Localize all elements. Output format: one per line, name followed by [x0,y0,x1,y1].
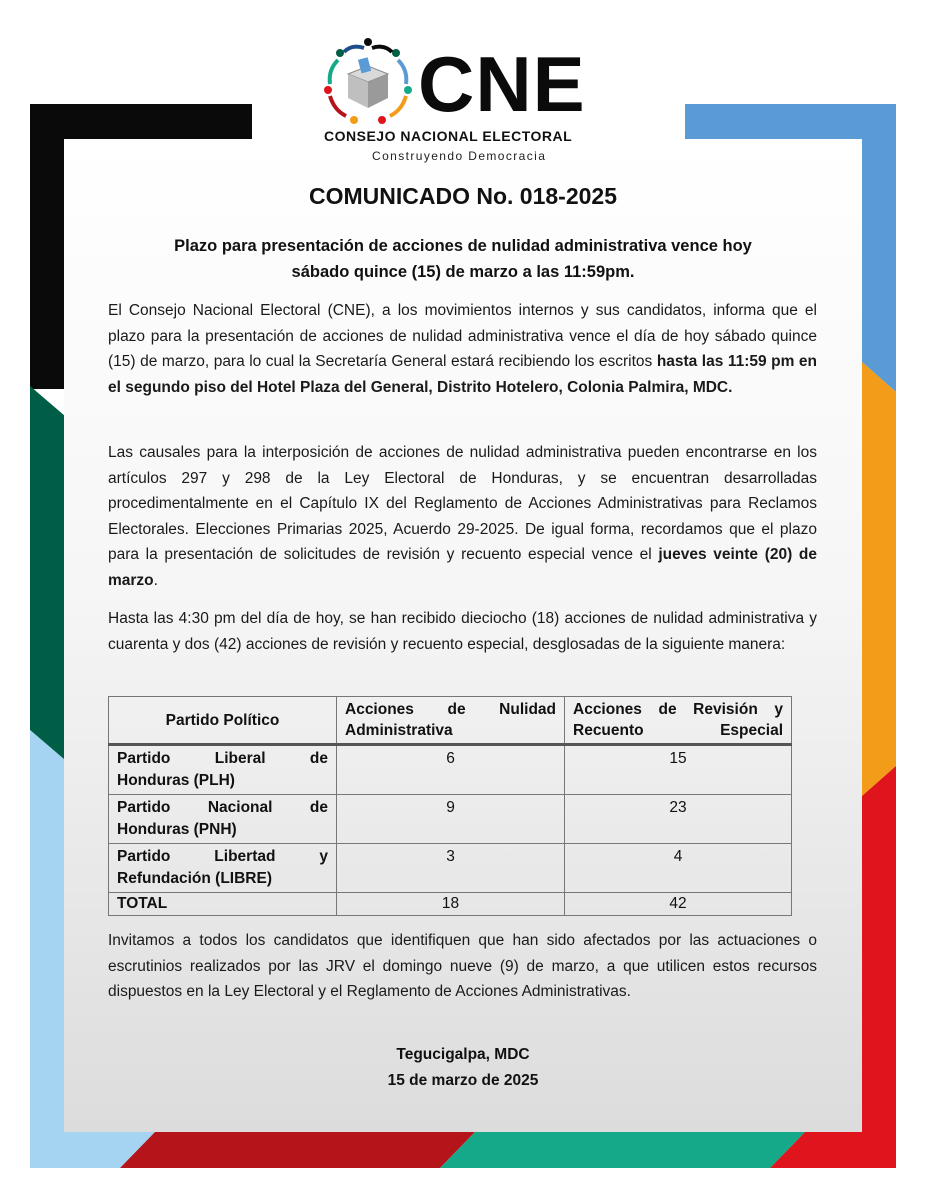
row-party-line-1: Partido Liberal de [117,750,328,767]
frame-bottom-teal [440,1132,805,1168]
row-party [109,795,337,844]
table-total-row [109,893,792,916]
closing-date: 15 de marzo de 2025 [387,1072,539,1089]
paragraph-causes-text: Las causales para la interposición de acciones de nulidad administrativa pueden encontrarse en los artículos 297 y 298 de la Ley Electoral de Honduras, y se encuentran desarrolladas procedimentalmente en el Capítulo IX del Reglamento de Acciones Administrativas para Reclamos Electorales. Elecciones Primarias 2025, Acuerdo 29-2025. De igual forma, recordamos que el plazo para la presentación de solicitudes de revisión y recuento especial vence el [108,444,817,563]
header-review: Acciones de Revisión y Recuento Especial [565,697,792,745]
header-nullity: Acciones de Nulidad Administrativa [337,697,565,745]
row-party-line-2: Refundación (LIBRE) [117,870,272,887]
logo-brand-text: CNE [418,40,586,128]
total-label: TOTAL [109,893,337,916]
logo-organization: CONSEJO NACIONAL ELECTORAL [324,128,573,144]
actions-table [108,696,792,916]
table-row [109,795,792,844]
frame-red-band [862,766,896,1168]
header-party: Partido Político [109,697,337,745]
row-review: 15 [565,745,792,795]
row-nullity: 9 [337,795,565,844]
frame-green-band [30,386,65,760]
row-party-line-1: Partido Libertad y [117,848,328,865]
ballot-box-icon [322,36,414,128]
table-row [109,844,792,893]
communique-subtitle [110,233,816,285]
total-review: 42 [565,893,792,916]
frame-lightblue-band [30,730,65,1168]
closing-place: Tegucigalpa, MDC [396,1046,530,1063]
row-party-line-2: Honduras (PNH) [117,821,237,838]
frame-blue-band [862,104,896,392]
row-party-line-1: Partido Nacional de [117,799,328,816]
paragraph-invitation: Invitamos a todos los candidatos que identifiquen que han sido afectados por las actuaciones o escrutinios realizados por las JRV el domingo nueve (9) de marzo, a que utilicen estos recursos dispuestos en la Ley Electoral y el Reglamento de Acciones Administrativas. [108,932,817,1000]
paragraph-causes-end: . [153,571,158,589]
subtitle-line-2: sábado quince (15) de marzo a las 11:59pm. [291,263,635,281]
paragraph-deadline [108,298,817,400]
row-review: 23 [565,795,792,844]
row-party [109,844,337,893]
paragraph-deadline-bold: hasta las 11:59 pm en el segundo piso del Hotel Plaza del General, Distrito Hotelero, Colonia Palmira, MDC. [108,353,817,396]
paragraph-causes-bold: jueves veinte (20) de marzo [108,546,817,589]
table-row [109,745,792,795]
logo-slogan: Construyendo Democracia [372,149,547,163]
frame-black-band [30,104,65,389]
row-review: 4 [565,844,792,893]
paragraph-causes [108,440,817,593]
paragraph-received: Hasta las 4:30 pm del día de hoy, se han recibido dieciocho (18) acciones de nulidad administrativa y cuarenta y dos (42) acciones de revisión y recuento especial, desglosadas de la siguiente manera: [108,610,817,653]
row-party-line-2: Honduras (PLH) [117,772,235,789]
row-party [109,745,337,795]
row-nullity: 6 [337,745,565,795]
cne-logo [322,36,612,166]
frame-black-top [30,104,252,140]
table-header-row [109,697,792,745]
frame-orange-band [862,362,896,796]
paragraph-deadline-text: El Consejo Nacional Electoral (CNE), a los movimientos internos y sus candidatos, informa que el plazo para la presentación de acciones de nulidad administrativa vence el día de hoy sábado quince (15) de marzo, para lo cual la Secretaría General estará recibiendo los escritos [108,302,817,370]
subtitle-line-1: Plazo para presentación de acciones de nulidad administrativa vence hoy [174,237,752,255]
communique-title: COMUNICADO No. 018-2025 [308,183,618,209]
row-nullity: 3 [337,844,565,893]
total-nullity: 18 [337,893,565,916]
frame-bottom-darkred [120,1132,475,1168]
